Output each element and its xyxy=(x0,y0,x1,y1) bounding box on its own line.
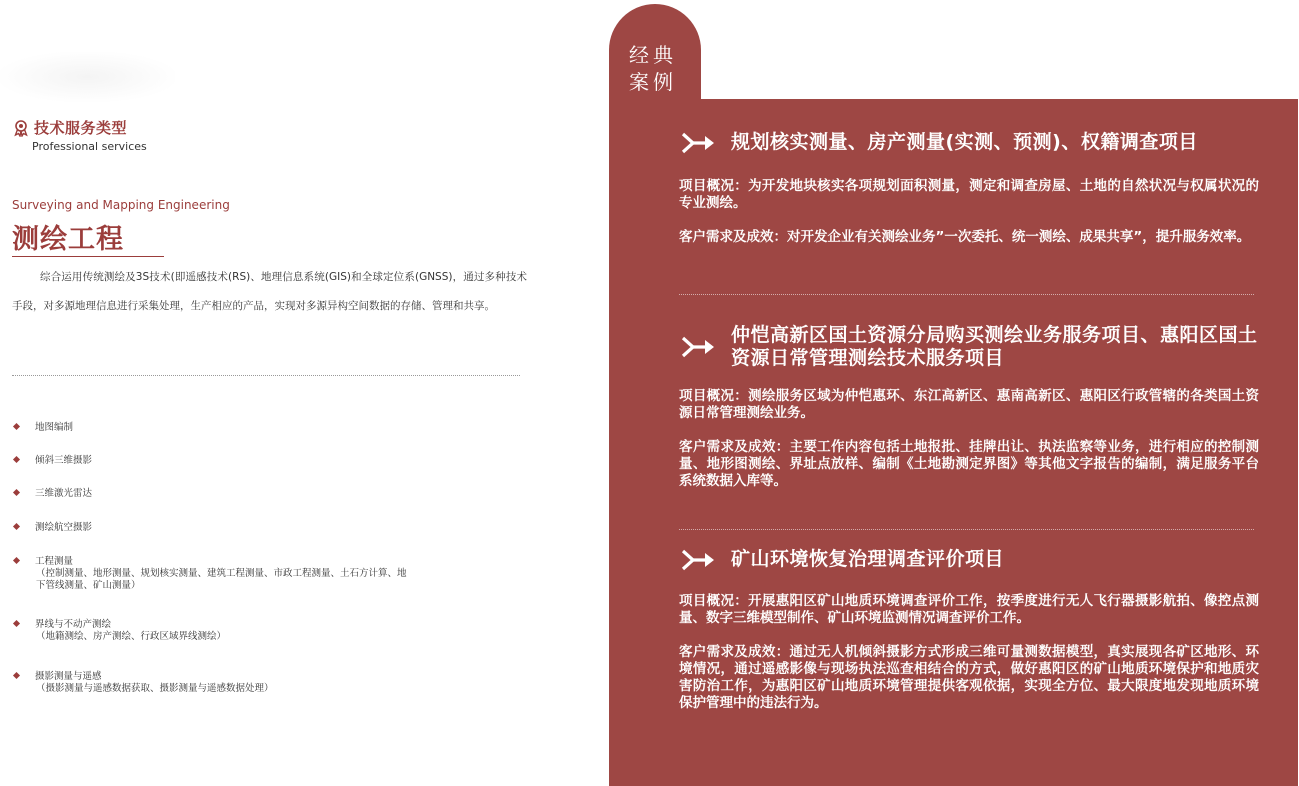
header-decoration xyxy=(0,52,175,102)
diamond-bullet-icon xyxy=(13,523,20,530)
service-item-engineering-survey xyxy=(12,556,532,619)
case-result: 客户需求及成效：主要工作内容包括土地报批、挂牌出让、执法监察等业务，进行相应的控制测量、地形图测绘、界址点放样、编制《土地勘测定界图》等其他文字报告的编制，满足服务平台系统数据入库等。 xyxy=(679,439,1259,489)
service-type-heading xyxy=(12,117,127,138)
case-result: 客户需求及成效：通过无人机倾斜摄影方式形成三维可量测数据模型，真实展现各矿区地形、环境情况，通过遥感影像与现场执法巡查相结合的方式，做好惠阳区的矿山地质环境保护和地质灾害防治工作，为惠阳区矿山地质环境管理提供客观依据，实现全方位、最大限度地发现地质环境保护管理中的违法行为。 xyxy=(679,644,1259,711)
diamond-bullet-icon xyxy=(13,489,20,496)
diamond-bullet-icon xyxy=(13,456,20,463)
case-title-row xyxy=(679,131,1259,154)
case-title: 仲恺高新区国土资源分局购买测绘业务服务项目、惠阳区国土资源日常管理测绘技术服务项目 xyxy=(731,324,1258,369)
engineering-english-title: Surveying and Mapping Engineering xyxy=(12,198,230,212)
cases-tab-label xyxy=(629,42,685,96)
service-label: 界线与不动产测绘 xyxy=(35,619,112,630)
engineering-intro: 综合运用传统测绘及3S技术(即遥感技术(RS)、地理信息系统(GIS)和全球定位系(GNSS)，通过多种技术手段，对多源地理信息进行采集处理，生产相应的产品，实现对多源异构空间数据的存储、管理和共享。 xyxy=(12,271,527,312)
diamond-bullet-icon xyxy=(13,557,20,564)
diamond-bullet-icon xyxy=(13,423,20,430)
case-overview: 项目概况：测绘服务区域为仲恺惠环、东江高新区、惠南高新区、惠阳区行政管辖的各类国土资源日常管理测绘业务。 xyxy=(679,388,1259,421)
service-label: 倾斜三维摄影 xyxy=(35,455,93,466)
service-item-aerial-photography xyxy=(12,522,532,556)
service-label: 地图编制 xyxy=(35,422,74,433)
diamond-bullet-icon xyxy=(13,620,20,627)
arrow-right-icon xyxy=(679,131,717,155)
case-overview: 项目概况：开展惠阳区矿山地质环境调查评价工作，按季度进行无人飞行器摄影航拍、像控点测量、数字三维模型制作、矿山环境监测情况调查评价工作。 xyxy=(679,593,1259,626)
case-item xyxy=(679,131,1259,246)
service-label: 摄影测量与遥感 xyxy=(35,671,102,682)
arrow-right-icon xyxy=(679,548,717,572)
service-item-boundary-realestate xyxy=(12,619,532,671)
service-detail: （地籍测绘、房产测绘、行政区域界线测绘） xyxy=(36,631,227,642)
service-label: 工程测量 xyxy=(35,556,74,567)
service-label: 三维激光雷达 xyxy=(35,488,93,499)
service-item-oblique-photography xyxy=(12,455,532,488)
case-title: 规划核实测量、房产测量(实测、预测)、权籍调查项目 xyxy=(731,131,1198,153)
service-type-subtitle: Professional services xyxy=(32,140,147,153)
service-detail: （控制测量、地形测量、规划核实测量、建筑工程测量、市政工程测量、土石方计算、地下管线测量、矿山测量） xyxy=(36,568,407,591)
case-title: 矿山环境恢复治理调查评价项目 xyxy=(731,548,1005,570)
case-item xyxy=(679,324,1259,490)
engineering-title: 测绘工程 xyxy=(12,224,124,255)
service-item-lidar xyxy=(12,488,532,522)
case-title-row xyxy=(679,324,1259,370)
medal-icon xyxy=(12,119,30,137)
arrow-right-icon xyxy=(679,335,717,359)
section-divider xyxy=(12,375,520,376)
service-list xyxy=(12,422,532,701)
case-divider xyxy=(679,294,1254,295)
service-item-photogrammetry-rs xyxy=(12,671,532,701)
title-underline xyxy=(12,256,164,257)
cases-tab-line1: 经典 xyxy=(629,43,677,67)
left-column xyxy=(0,0,560,786)
case-overview: 项目概况：为开发地块核实各项规划面积测量，测定和调查房屋、土地的自然状况与权属状况的专业测绘。 xyxy=(679,178,1259,211)
service-label: 测绘航空摄影 xyxy=(35,522,93,533)
service-item-map-compilation xyxy=(12,422,532,455)
case-result: 客户需求及成效：对开发企业有关测绘业务”一次委托、统一测绘、成果共享”，提升服务效率。 xyxy=(679,229,1251,245)
cases-tab-line2: 案例 xyxy=(629,70,677,94)
service-detail: （摄影测量与遥感数据获取、摄影测量与遥感数据处理） xyxy=(36,683,274,694)
case-title-row xyxy=(679,548,1259,571)
diamond-bullet-icon xyxy=(13,672,20,679)
service-type-title: 技术服务类型 xyxy=(34,119,128,137)
case-divider xyxy=(679,529,1254,530)
case-item xyxy=(679,548,1259,712)
